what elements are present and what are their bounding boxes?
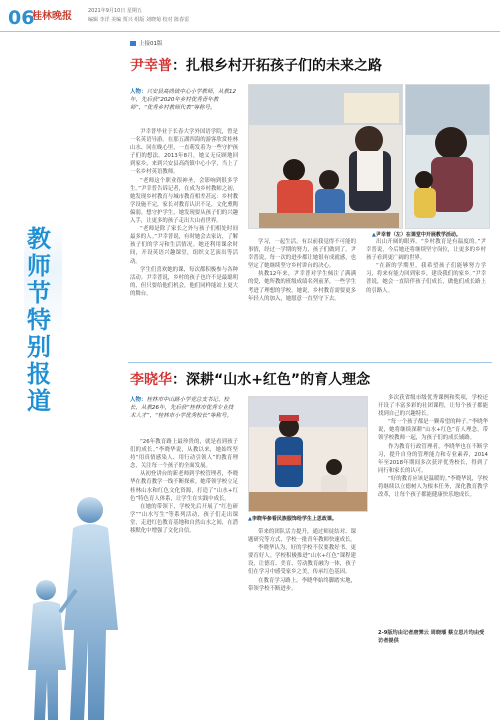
article2-body-col1 [130, 438, 238, 714]
paper-name-logo: 桂林晚报 [32, 11, 72, 22]
paragraph: 学生们喜欢她的课，每次都积极参与各种活动。尹幸普说，乡村的孩子也许不是最聪明的，但只要给他们机会，他们同样能站上更大的舞台。 [130, 266, 238, 297]
paragraph: “老师这个职业很神圣，会影响到很多学生。”尹幸普告诉记者，在成为乡村教师之初，她发现乡村教育与城市教育相差甚远：乡村教学设施不完，家长对教育认识不足，文化熏陶偏弱。想守护学生，她发现要从孩子们的兴趣入手，让更多的孩子走出大山看世界。 [130, 177, 238, 225]
paragraph: 从初登讲台的新老师到学校管理者，李晓华在教育教学一线不断探索。她带领学校立足桂林山水和红色文化资源，打造了“山水+红色”特色育人体系，让学生在实践中成长。 [130, 471, 238, 502]
page-number: 06 [8, 7, 35, 29]
article1-photo-2 [405, 84, 490, 229]
caption-text: 李晓华参看民族服饰给学生上思政课。 [251, 516, 337, 522]
triangle-icon: ▲ [372, 232, 376, 238]
article2-kicker [130, 396, 238, 420]
article2-photo [248, 396, 368, 512]
column-heading-char: 报 [27, 360, 51, 388]
triangle-icon: ▲ [248, 516, 252, 522]
ethnic-costume-class-photo [249, 397, 368, 512]
article1-headline [130, 55, 382, 75]
paragraph: “每一个孩子都是一颗希望的种子。”李晓华说，她将继续深耕“山水+红色”育人理念，带领学校教师一起，为孩子们的成长铺路。 [378, 419, 488, 442]
kicker-label: 人物： [130, 89, 147, 95]
kicker-label: 人物： [130, 397, 147, 403]
article1-body-col1 [130, 128, 238, 356]
paragraph: 作为教育行政管理者，李晓华也在不断学习，提升自身的管理能力和专业素养，2014年至2018年期间多次获评优秀校长，得到了同行和家长的认可。 [378, 443, 488, 474]
article1-person: 尹幸普 [130, 58, 172, 74]
paragraph: 带来的团队活力提升，通过师徒结对、课题研究等方式，学校一批青年教师快速成长。 [248, 529, 356, 544]
article-divider [128, 362, 492, 363]
paragraph: 多次获省级市级优秀课例和奖项，学校还开设了丰富多彩的社团课程，让每个孩子都能找到自己的兴趣特长。 [378, 395, 488, 418]
column-heading-char: 师 [27, 252, 51, 280]
paragraph: 尹幸普毕业于长春大学外国语学院，曾是一名英语导游。在那五湖四海的游客欣赏桂林山水、同在晚心里，一直萌发着为一些守护孩子们的想法。2013年8月，她义无反顾地回到家乡，来到兴安县高尚镇中心小学，当上了一名乡村英语教师。 [130, 129, 238, 176]
article1-body-col2 [248, 238, 356, 356]
column-heading-char: 节 [27, 279, 51, 307]
caption-text: 尹幸普（左）在课堂中开展教学活动。 [375, 232, 461, 238]
paragraph: 在教育学习路上，李晓华始终脚踏实地，带领学校不断进步。 [248, 577, 356, 592]
column-heading-char: 道 [27, 387, 51, 415]
paragraph: “好的教育应该是温暖的。”李晓华说，学校将继续以立德树人为根本任务，深化教育教学改革，让每个孩子都能健康快乐地成长。 [378, 475, 488, 499]
article2-headline [130, 369, 370, 389]
kicker-text: 兴安县高尚镇中心小学教师，从教12年，先后获“2020年乡村优秀青年教师”、“优秀乡村教师代表”等称号。 [130, 89, 237, 111]
reporter-credit: 2-9版均由记者唐霁云 周晓璠 蔡立思片均由受访者提供 [378, 630, 485, 644]
article2-person: 李晓华 [130, 372, 172, 388]
column-heading-char: 特 [27, 306, 51, 334]
article1-photo [248, 84, 403, 229]
paragraph: “在新的学期里，我希望孩子们能够努力学习，将来有能力回到家乡，建设我们的家乡。”尹幸普说，她会一直陪伴孩子们成长，做他们成长路上的引路人。 [366, 263, 486, 294]
article2-headline-text: ：深耕“山水+红色”的育人理念 [172, 372, 371, 388]
masthead [0, 0, 500, 32]
paragraph: 执教12年来，尹幸普对学生倾注了满满的爱，她所教的班级成绩名列前茅，一些学生考进了理想的学校。她说，乡村教育需要更多年轻人的加入，她愿意一直坚守下去。 [248, 271, 356, 302]
paragraph: “26年教育路上最珍贵的，就是看到孩子们的成长。”李晓华说，从教以来，她始终坚持“用真情感染人、用行动引领人”的教育理念，关注每一个孩子的全面发展。 [130, 439, 238, 470]
column-heading-char: 别 [27, 333, 51, 361]
article1-headline-text: ：扎根乡村开拓孩子们的未来之路 [172, 58, 382, 74]
paragraph: “老师是除了家长之外与孩子们相处时间最多的人。”尹幸普说，有时她会去家访，了解孩子们的学习和生活情况。她还利用课余时间，开设英语兴趣课堂，组织文艺演出等活动。 [130, 226, 238, 265]
arrow-icon [130, 41, 136, 46]
paragraph: 学习，一起生活。有以前我觉得不可能的事情，经过一学期的努力，孩子们做到了。尹幸普说，每一次的进步都让她很有成就感，也坚定了她继续坚守乡村讲台的决心。 [248, 239, 356, 270]
column-heading-char: 教 [27, 225, 51, 253]
jump-note [130, 39, 163, 47]
jump-note-text: 上接01版 [139, 41, 163, 47]
issue-date: 2021年9月10日 星期五 [88, 8, 142, 14]
paragraph: 在她的带领下，学校先后开展了“红色研学”“山水写生”等系列活动，孩子们走出课堂，走进红色教育基地和自然山水之间，在潜移默化中增强了文化自信。 [130, 503, 238, 535]
article2-body-col2 [248, 528, 356, 714]
teacher-student-silhouette [18, 480, 128, 720]
paragraph: 出山开阔的眼界。“乡村教育是有温度的。”尹幸普说，今后她还将继续坚守岗位，让更多的乡村孩子看到更广阔的世界。 [366, 239, 486, 262]
article2-body-col3 [378, 394, 488, 622]
kicker-text: 桂林市中山路小学党总支书记、校长，从教26年，先后获“桂林市优秀专业技术人才”、“桂林市小学优秀校长”等称号。 [130, 397, 234, 419]
article1-body-col3 [366, 238, 486, 356]
classroom-photo-image [249, 85, 403, 229]
editor-line: 编辑 李洋 美编 贾兴 组版 刘晓菊 校对 陈春雷 [88, 17, 190, 23]
teacher-portrait-image [406, 85, 490, 229]
article1-kicker [130, 88, 238, 112]
article2-photo-caption [248, 516, 378, 523]
paragraph: 李晓华认为，好的学校不仅要教好书，更要育好人。学校积极推进“山水+红色”课程建设，让德育、美育、劳动教育融为一体，孩子们在学习中感受家乡之美，传承红色基因。 [248, 545, 356, 576]
article1-photo-caption [372, 232, 490, 239]
column-heading [27, 226, 59, 415]
